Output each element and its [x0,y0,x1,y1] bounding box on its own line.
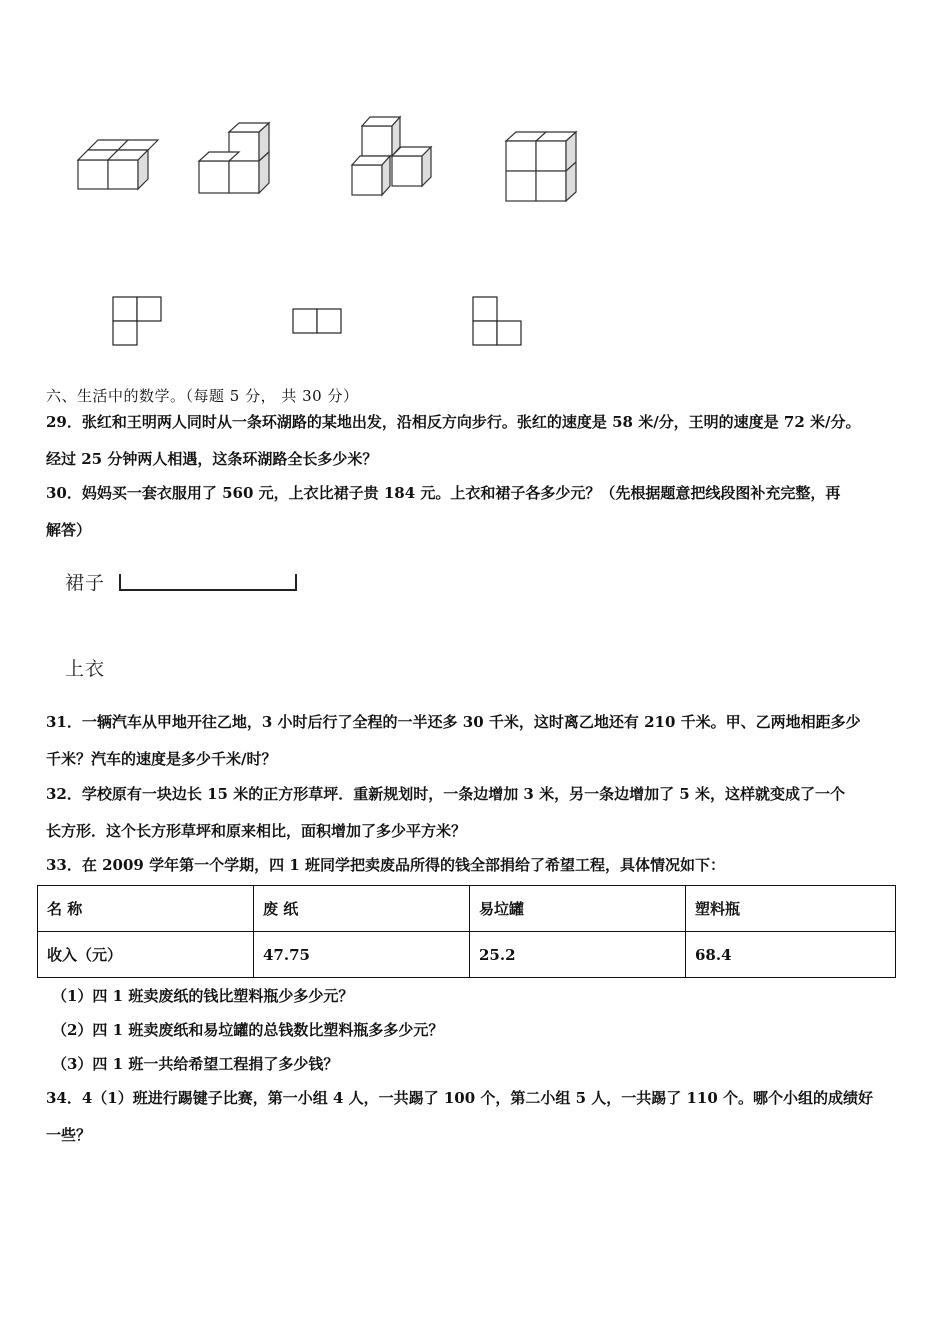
table-cell: 25.2 [470,932,686,978]
table-header-cell: 名 称 [38,886,254,932]
cube-figure-2 [192,115,282,200]
q33-sub1: （1）四 1 班卖废纸的钱比塑料瓶少多少元？ [52,987,354,1005]
q30-line2: 解答） [46,521,92,539]
table-header-cell: 废 纸 [254,886,470,932]
q32-line1: 32．学校原有一块边长 15 米的正方形草坪．重新规划时，一条边增加 3 米，另一条边增加了 5 米，这样就变成了一个 [46,785,845,803]
q33-sub3: （3）四 1 班一共给希望工程捐了多少钱？ [52,1055,339,1073]
q29-line1: 29．张红和王明两人同时从一条环湖路的某地出发，沿相反方向步行。张红的速度是 58 米/分，王明的速度是 72 米/分。 [46,413,861,431]
cube-figure-3 [345,110,440,200]
q34-line2: 一些？ [46,1126,92,1144]
table-cell: 68.4 [686,932,896,978]
q31-line2: 千米？汽车的速度是多少千米/时？ [46,750,277,768]
view-figure-3 [470,295,525,347]
section-six-title: 六、生活中的数学。（每题 5 分， 共 30 分） [46,387,359,405]
donation-table [37,885,896,978]
cube-figure-1 [70,130,160,200]
skirt-segment [115,570,305,595]
segment-label-top: 上衣 [65,658,106,680]
q31-line1: 31．一辆汽车从甲地开往乙地，3 小时后行了全程的一半还多 30 千米，这时离乙地还有 210 千米。甲、乙两地相距多少 [46,713,861,731]
table-header-row [38,886,896,932]
q34-line1: 34．4（1）班进行踢键子比赛，第一小组 4 人，一共踢了 100 个，第二小组 5 人，一共踢了 110 个。哪个小组的成绩好 [46,1089,874,1107]
cube-figure-4 [498,125,588,205]
q33-line1: 33．在 2009 学年第一个学期，四 1 班同学把卖废品所得的钱全部捐给了希望工程，具体情况如下： [46,856,725,874]
table-cell: 收入（元） [38,932,254,978]
q33-sub2: （2）四 1 班卖废纸和易垃罐的总钱数比塑料瓶多多少元？ [52,1021,444,1039]
segment-label-skirt: 裙子 [65,572,106,594]
table-header-cell: 塑料瓶 [686,886,896,932]
table-header-cell: 易垃罐 [470,886,686,932]
q32-line2: 长方形．这个长方形草坪和原来相比，面积增加了多少平方米？ [46,822,467,840]
view-figure-1 [110,295,165,347]
table-cell: 47.75 [254,932,470,978]
q29-line2: 经过 25 分钟两人相遇，这条环湖路全长多少米？ [46,450,378,468]
view-figure-2 [290,307,345,337]
table-row [38,932,896,978]
q30-line1: 30．妈妈买一套衣服用了 560 元，上衣比裙子贵 184 元。上衣和裙子各多少元？（先根据题意把线段图补充完整，再 [46,484,841,502]
